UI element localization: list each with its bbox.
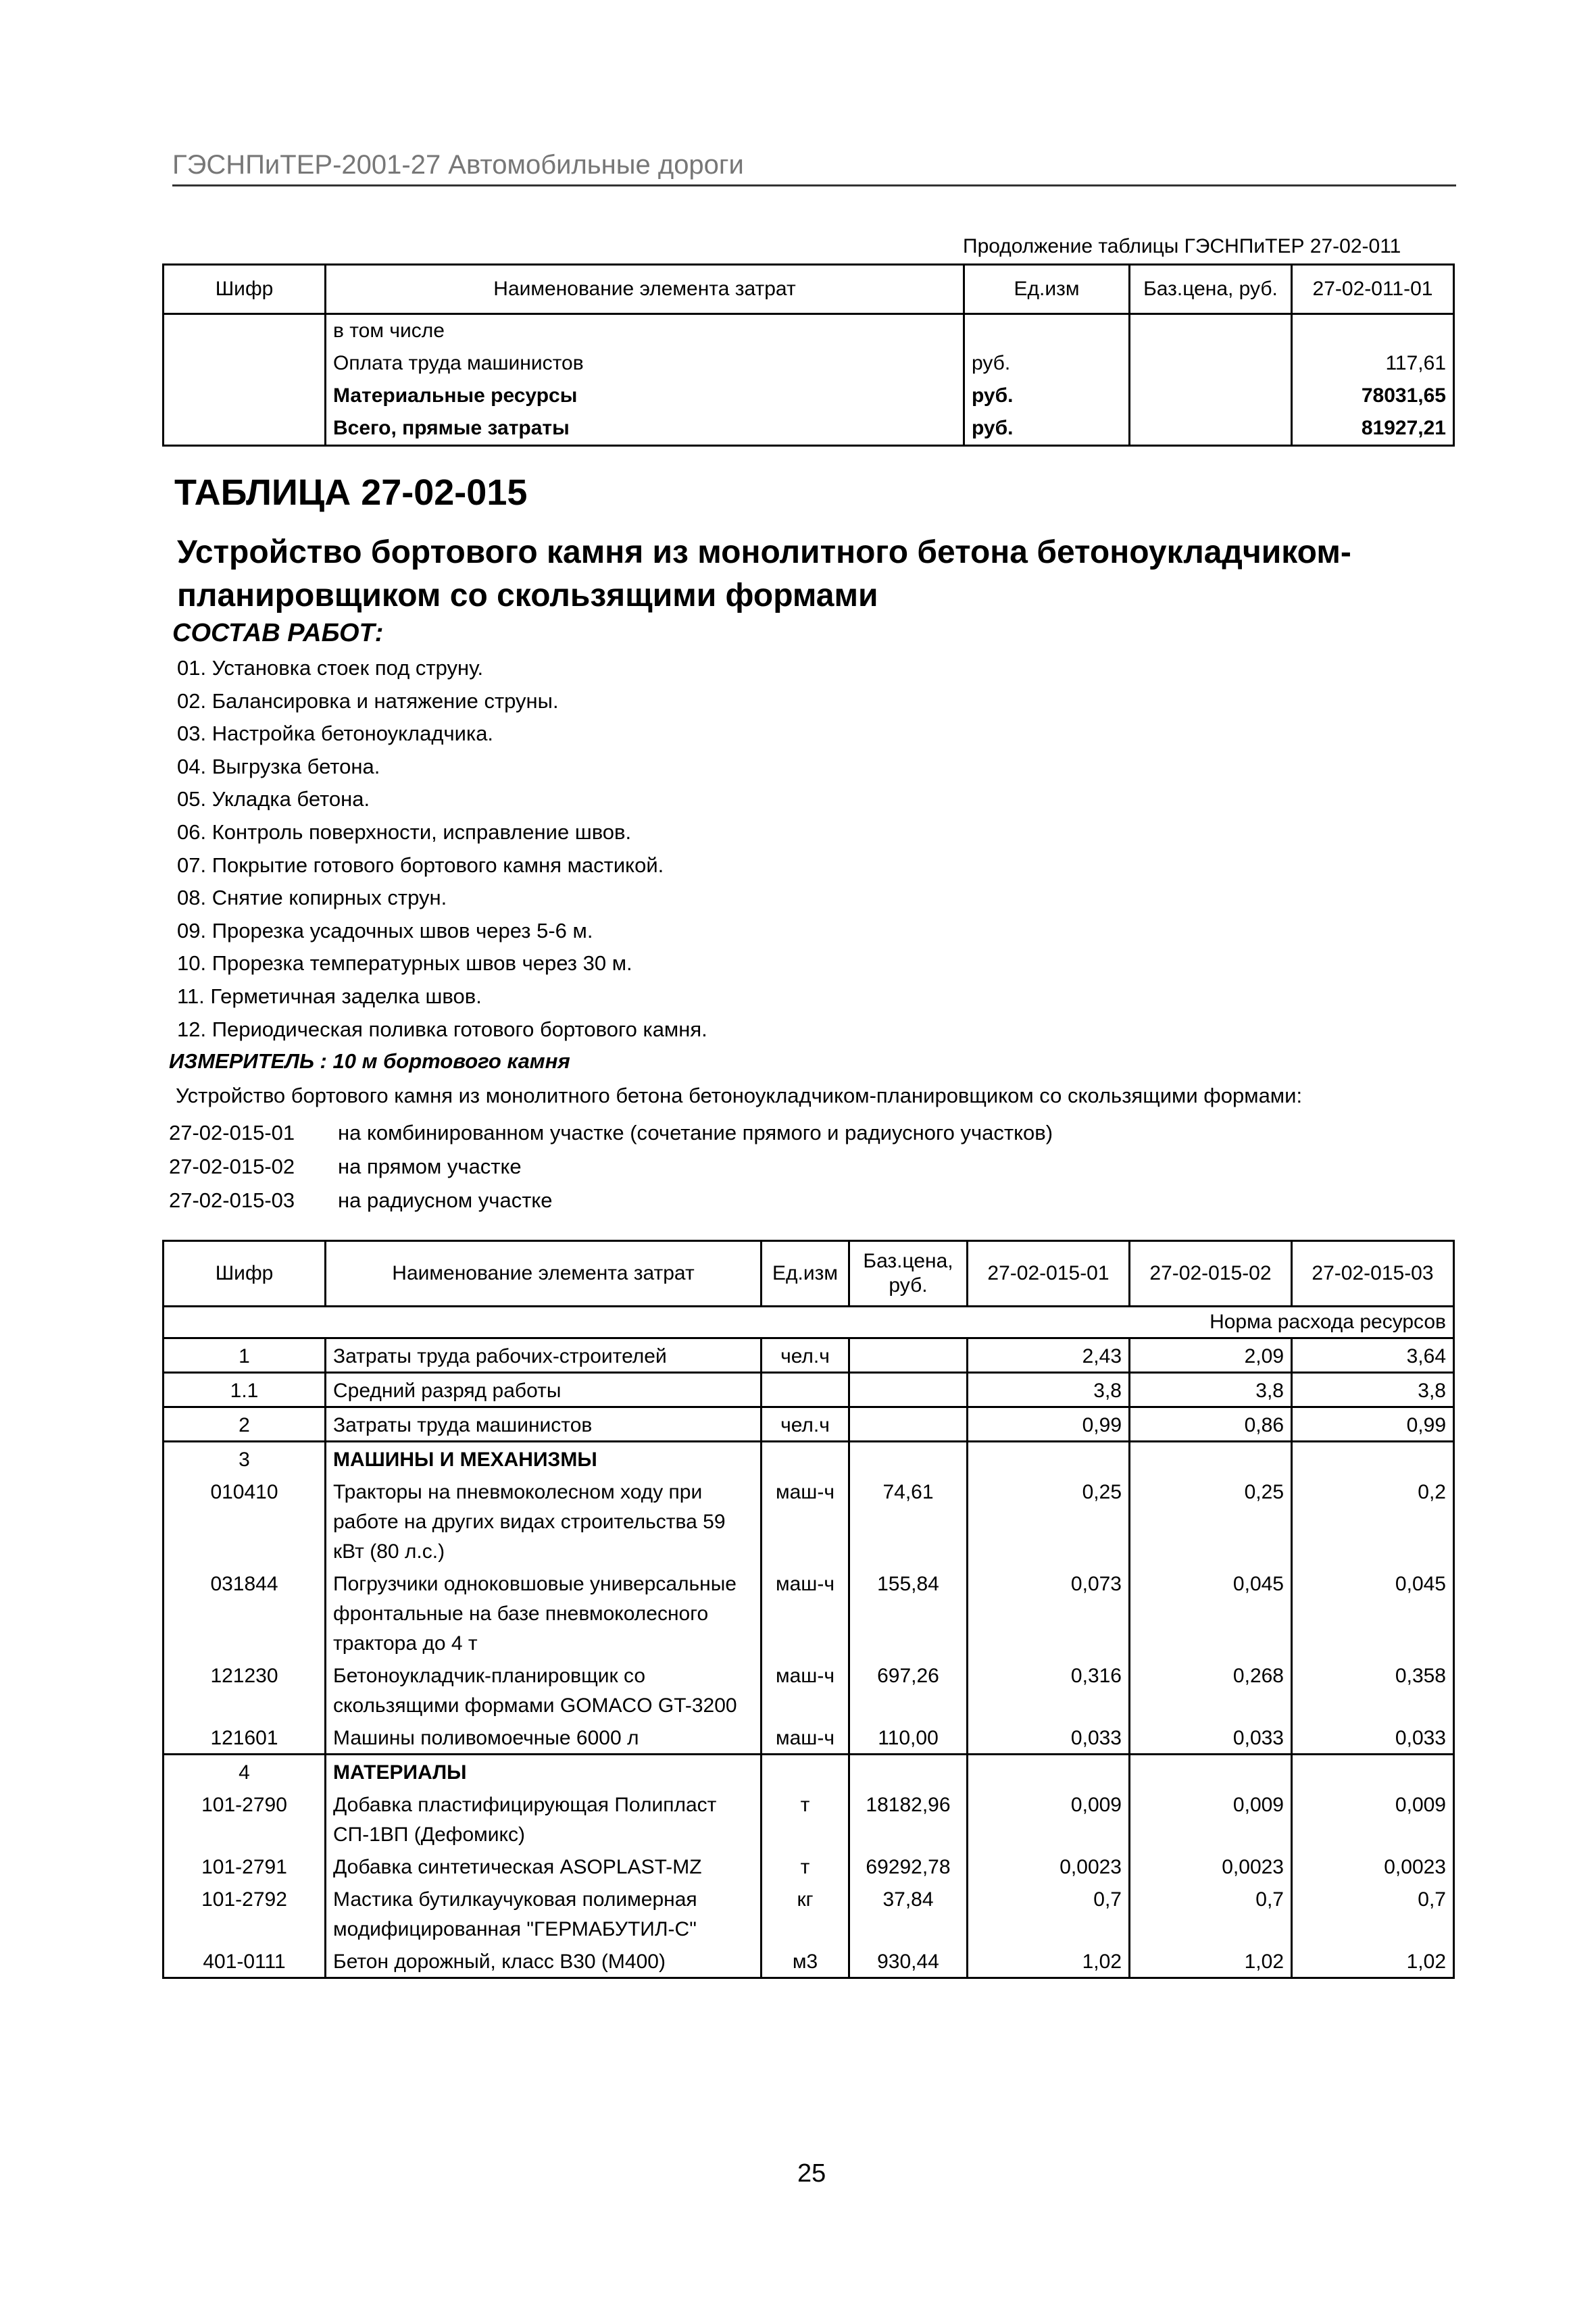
- cell-code: 101-2790: [164, 1788, 326, 1850]
- cell-name: Средний разряд работы: [326, 1373, 762, 1407]
- cell-price: [849, 1755, 968, 1788]
- cell-unit: [762, 1755, 849, 1788]
- cell-price: 37,84: [849, 1882, 968, 1944]
- col-value: 27-02-011-01: [1292, 265, 1454, 314]
- cell-variant-1: 0,073: [968, 1567, 1130, 1659]
- col-unit: Ед.изм: [762, 1241, 849, 1307]
- cell-price: [849, 1442, 968, 1476]
- cell-name: МАШИНЫ И МЕХАНИЗМЫ: [326, 1442, 762, 1476]
- cell-unit: [762, 1442, 849, 1476]
- variant-code: 27-02-015-02: [169, 1155, 295, 1178]
- cell-code: [164, 314, 326, 348]
- cell-variant-3: 0,033: [1292, 1721, 1454, 1755]
- cell-variant-3: 3,8: [1292, 1373, 1454, 1407]
- cell-code: 101-2791: [164, 1850, 326, 1882]
- col-variant-3: 27-02-015-03: [1292, 1241, 1454, 1307]
- top-table: [162, 263, 1455, 447]
- table-row: [164, 1475, 1454, 1567]
- page-number: 25: [797, 2159, 826, 2188]
- cell-variant-3: 1,02: [1292, 1944, 1454, 1978]
- cell-code: 1: [164, 1338, 326, 1373]
- cell-code: [164, 412, 326, 446]
- cell-variant-2: 0,25: [1130, 1475, 1292, 1567]
- cell-variant-2: 0,033: [1130, 1721, 1292, 1755]
- table-row: [164, 1659, 1454, 1721]
- cell-price: [849, 1373, 968, 1407]
- continuation-caption: Продолжение таблицы ГЭСНПиТЕР 27-02-011: [963, 235, 1401, 257]
- cell-name: Бетон дорожный, класс В30 (М400): [326, 1944, 762, 1978]
- cell-value: 78031,65: [1292, 380, 1454, 412]
- norm-label: Норма расхода ресурсов: [968, 1307, 1454, 1338]
- top-table-row: [164, 347, 1454, 380]
- cell-unit: м3: [762, 1944, 849, 1978]
- work-item: 05. Укладка бетона.: [177, 787, 370, 811]
- table-row: [164, 1442, 1454, 1476]
- cell-unit: чел.ч: [762, 1338, 849, 1373]
- norm-row: [164, 1307, 1454, 1338]
- cell-variant-2: 3,8: [1130, 1373, 1292, 1407]
- variants-list: [169, 1116, 1053, 1217]
- cell-variant-2: 0,268: [1130, 1659, 1292, 1721]
- main-table-header: [164, 1241, 1454, 1307]
- cell-price: [1130, 412, 1292, 446]
- cell-name: Всего, прямые затраты: [326, 412, 964, 446]
- cell-unit: т: [762, 1850, 849, 1882]
- top-table-row: [164, 412, 1454, 446]
- work-heading: СОСТАВ РАБОТ:: [172, 619, 384, 647]
- table-row: [164, 1407, 1454, 1442]
- cell-price: [849, 1407, 968, 1442]
- col-unit: Ед.изм: [964, 265, 1130, 314]
- cell-unit: чел.ч: [762, 1407, 849, 1442]
- cell-variant-1: 1,02: [968, 1944, 1130, 1978]
- cell-unit: маш-ч: [762, 1567, 849, 1659]
- cell-name: МАТЕРИАЛЫ: [326, 1755, 762, 1788]
- cell-variant-2: 0,7: [1130, 1882, 1292, 1944]
- cell-code: 121601: [164, 1721, 326, 1755]
- variant-text: на радиусном участке: [338, 1188, 553, 1212]
- work-item: 06. Контроль поверхности, исправление швов.: [177, 820, 632, 844]
- table-row: [164, 1755, 1454, 1788]
- cell-price: 155,84: [849, 1567, 968, 1659]
- cell-variant-1: 3,8: [968, 1373, 1130, 1407]
- cell-variant-3: 0,009: [1292, 1788, 1454, 1850]
- work-item: 09. Прорезка усадочных швов через 5-6 м.: [177, 918, 593, 942]
- col-price: Баз.цена, руб.: [849, 1241, 968, 1307]
- cell-price: [1130, 380, 1292, 412]
- table-row: [164, 1721, 1454, 1755]
- measure-unit: ИЗМЕРИТЕЛЬ : 10 м бортового камня: [169, 1049, 570, 1073]
- cell-price: 18182,96: [849, 1788, 968, 1850]
- variant-code: 27-02-015-03: [169, 1188, 295, 1212]
- cell-code: 2: [164, 1407, 326, 1442]
- cell-variant-1: 0,009: [968, 1788, 1130, 1850]
- cell-price: 697,26: [849, 1659, 968, 1721]
- col-code: Шифр: [164, 1241, 326, 1307]
- cell-price: [1130, 314, 1292, 348]
- cell-code: 3: [164, 1442, 326, 1476]
- cell-name: Затраты труда машинистов: [326, 1407, 762, 1442]
- col-variant-1: 27-02-015-01: [968, 1241, 1130, 1307]
- work-item: 04. Выгрузка бетона.: [177, 754, 380, 778]
- table-row: [164, 1338, 1454, 1373]
- work-item: 11. Герметичная заделка швов.: [177, 984, 482, 1008]
- cell-unit: руб.: [964, 412, 1130, 446]
- cell-variant-1: 0,7: [968, 1882, 1130, 1944]
- cell-unit: руб.: [964, 380, 1130, 412]
- cell-name: Бетоноукладчик-планировщик со скользящими формами GOMACO GT-3200: [326, 1659, 762, 1721]
- cell-unit: маш-ч: [762, 1659, 849, 1721]
- cell-price: [1130, 347, 1292, 380]
- cell-code: 101-2792: [164, 1882, 326, 1944]
- variants-description: Устройство бортового камня из монолитного бетона бетоноукладчиком-планировщиком со скользящими формами:: [176, 1084, 1303, 1107]
- work-item: 07. Покрытие готового бортового камня мастикой.: [177, 853, 664, 877]
- cell-code: 010410: [164, 1475, 326, 1567]
- work-item: 03. Настройка бетоноукладчика.: [177, 722, 494, 746]
- work-item: 10. Прорезка температурных швов через 30 м.: [177, 951, 632, 976]
- work-item: 02. Балансировка и натяжение струны.: [177, 688, 559, 713]
- cell-variant-3: 3,64: [1292, 1338, 1454, 1373]
- cell-price: [849, 1338, 968, 1373]
- cell-variant-2: 0,045: [1130, 1567, 1292, 1659]
- variant-row: [169, 1150, 1053, 1184]
- cell-unit: т: [762, 1788, 849, 1850]
- cell-variant-1: 0,316: [968, 1659, 1130, 1721]
- cell-variant-1: [968, 1442, 1130, 1476]
- table-row: [164, 1850, 1454, 1882]
- cell-variant-2: 2,09: [1130, 1338, 1292, 1373]
- cell-variant-3: 0,045: [1292, 1567, 1454, 1659]
- cell-variant-1: 0,033: [968, 1721, 1130, 1755]
- cell-unit: руб.: [964, 347, 1130, 380]
- cell-price: 69292,78: [849, 1850, 968, 1882]
- cell-variant-2: [1130, 1442, 1292, 1476]
- cell-code: [164, 380, 326, 412]
- work-item: 08. Снятие копирных струн.: [177, 886, 447, 910]
- cell-variant-1: 2,43: [968, 1338, 1130, 1373]
- col-code: Шифр: [164, 265, 326, 314]
- table-row: [164, 1944, 1454, 1978]
- cell-code: 121230: [164, 1659, 326, 1721]
- cell-price: 930,44: [849, 1944, 968, 1978]
- cell-name: Затраты труда рабочих-строителей: [326, 1338, 762, 1373]
- cell-code: 031844: [164, 1567, 326, 1659]
- cell-value: 117,61: [1292, 347, 1454, 380]
- page-header: ГЭСНПиТЕР-2001-27 Автомобильные дороги: [172, 150, 1456, 186]
- table-title: ТАБЛИЦА 27-02-015: [174, 472, 528, 513]
- cell-name: Добавка синтетическая ASOPLAST-MZ: [326, 1850, 762, 1882]
- variant-text: на комбинированном участке (сочетание прямого и радиусного участков): [338, 1121, 1053, 1145]
- cell-unit: кг: [762, 1882, 849, 1944]
- work-item: 01. Установка стоек под струну.: [177, 656, 484, 680]
- cell-unit: [964, 314, 1130, 348]
- top-table-header: [164, 265, 1454, 314]
- cell-code: 1.1: [164, 1373, 326, 1407]
- cell-unit: маш-ч: [762, 1721, 849, 1755]
- work-item: 12. Периодическая поливка готового бортового камня.: [177, 1017, 707, 1041]
- cell-name: Тракторы на пневмоколесном ходу при работе на других видах строительства 59 кВт (80 л.с.): [326, 1475, 762, 1567]
- variant-text: на прямом участке: [338, 1155, 522, 1178]
- cell-variant-3: 0,99: [1292, 1407, 1454, 1442]
- cell-variant-3: [1292, 1442, 1454, 1476]
- cell-value: 81927,21: [1292, 412, 1454, 446]
- col-name: Наименование элемента затрат: [326, 1241, 762, 1307]
- table-row: [164, 1882, 1454, 1944]
- cell-unit: маш-ч: [762, 1475, 849, 1567]
- col-name: Наименование элемента затрат: [326, 265, 964, 314]
- variant-row: [169, 1184, 1053, 1217]
- top-table-row: [164, 314, 1454, 348]
- col-price: Баз.цена, руб.: [1130, 265, 1292, 314]
- cell-name: Оплата труда машинистов: [326, 347, 964, 380]
- cell-price: 74,61: [849, 1475, 968, 1567]
- cell-price: 110,00: [849, 1721, 968, 1755]
- cell-variant-3: 0,2: [1292, 1475, 1454, 1567]
- cell-variant-3: 0,0023: [1292, 1850, 1454, 1882]
- cell-unit: [762, 1373, 849, 1407]
- cell-name: Машины поливомоечные 6000 л: [326, 1721, 762, 1755]
- cell-code: [164, 347, 326, 380]
- cell-name: Материальные ресурсы: [326, 380, 964, 412]
- table-name: Устройство бортового камня из монолитного бетона бетоноукладчиком-планировщиком со скользящими формами: [177, 534, 1351, 613]
- cell-variant-3: 0,7: [1292, 1882, 1454, 1944]
- work-list: [177, 652, 707, 1046]
- cell-variant-1: [968, 1755, 1130, 1788]
- variant-code: 27-02-015-01: [169, 1121, 295, 1145]
- cell-variant-2: 0,009: [1130, 1788, 1292, 1850]
- top-table-row: [164, 380, 1454, 412]
- cell-code: 4: [164, 1755, 326, 1788]
- cell-variant-2: 1,02: [1130, 1944, 1292, 1978]
- cell-value: [1292, 314, 1454, 348]
- cell-name: Погрузчики одноковшовые универсальные фронтальные на базе пневмоколесного трактора до 4 т: [326, 1567, 762, 1659]
- cell-name: в том числе: [326, 314, 964, 348]
- cell-variant-1: 0,25: [968, 1475, 1130, 1567]
- table-row: [164, 1373, 1454, 1407]
- cell-variant-1: 0,0023: [968, 1850, 1130, 1882]
- cell-code: 401-0111: [164, 1944, 326, 1978]
- variant-row: [169, 1116, 1053, 1150]
- table-row: [164, 1567, 1454, 1659]
- cell-variant-2: [1130, 1755, 1292, 1788]
- cell-variant-3: 0,358: [1292, 1659, 1454, 1721]
- cell-variant-2: 0,0023: [1130, 1850, 1292, 1882]
- cell-variant-2: 0,86: [1130, 1407, 1292, 1442]
- cell-variant-1: 0,99: [968, 1407, 1130, 1442]
- cell-variant-3: [1292, 1755, 1454, 1788]
- cell-name: Мастика бутилкаучуковая полимерная модифицированная "ГЕРМАБУТИЛ-С": [326, 1882, 762, 1944]
- main-table: [162, 1240, 1455, 1979]
- col-variant-2: 27-02-015-02: [1130, 1241, 1292, 1307]
- cell-name: Добавка пластифицирующая Полипласт СП-1ВП (Дефомикс): [326, 1788, 762, 1850]
- table-row: [164, 1788, 1454, 1850]
